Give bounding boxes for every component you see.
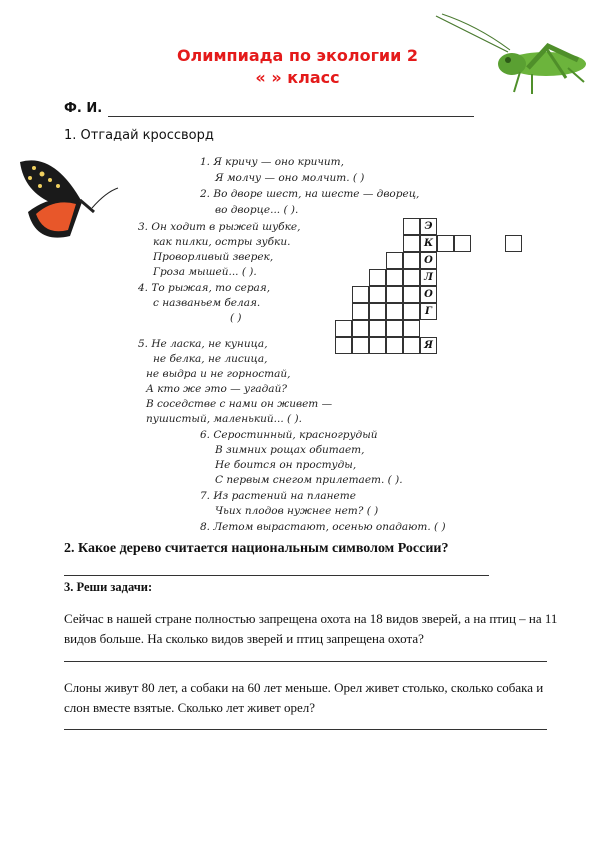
crossword-cell[interactable] — [386, 252, 403, 269]
crossword-cell[interactable] — [403, 303, 420, 320]
grasshopper-icon — [428, 12, 588, 100]
crossword-cell[interactable] — [505, 235, 522, 252]
riddle-line: Чьих плодов нужнее нет? ( ) — [215, 505, 379, 517]
riddle-line: В соседстве с нами он живет — — [146, 398, 333, 410]
task2-answer-line[interactable] — [64, 575, 489, 576]
crossword-cell[interactable] — [403, 320, 420, 337]
task3-label: 3. Реши задачи: — [64, 580, 153, 594]
problem-2-answer-line[interactable] — [64, 729, 547, 730]
crossword-cell[interactable] — [335, 320, 352, 337]
riddle-line: как пилки, остры зубки. — [153, 236, 291, 248]
crossword-cell[interactable] — [386, 320, 403, 337]
problem-2: Слоны живут 80 лет, а собаки на 60 лет меньше. Орел живет столько, сколько собака и слон вместе взятые. Сколько лет живет орел? — [64, 680, 544, 715]
riddle-line: С первым снегом прилетает. ( ). — [215, 474, 403, 486]
crossword-cell[interactable] — [352, 303, 369, 320]
crossword-cell[interactable] — [386, 303, 403, 320]
riddle-line: 2. Во дворе шест, на шесте — дворец, — [200, 188, 420, 200]
crossword-cell[interactable] — [403, 337, 420, 354]
task1-label: 1. Отгадай кроссворд — [64, 128, 214, 143]
riddle-line: пушистый, маленький... ( ). — [146, 413, 302, 425]
crossword-cell[interactable] — [352, 320, 369, 337]
riddle-line: ( ) — [230, 312, 242, 324]
riddle-line: 6. Серостинный, красногрудый — [200, 429, 378, 441]
problem-1: Сейчас в нашей стране полностью запрещена охота на 18 видов зверей, а на птиц – на 11 видов больше. На сколько видов зверей и птиц запрещена охота? — [64, 611, 558, 646]
crossword-cell[interactable] — [369, 286, 386, 303]
riddle-line: 7. Из растений на планете — [200, 490, 356, 502]
crossword-cell[interactable] — [369, 320, 386, 337]
crossword-cell[interactable] — [403, 269, 420, 286]
riddle-line: Гроза мышей... ( ). — [153, 266, 257, 278]
crossword-key-cell[interactable]: Л — [420, 269, 437, 286]
crossword-key-cell[interactable]: Г — [420, 303, 437, 320]
crossword-key-cell[interactable]: Я — [420, 337, 437, 354]
crossword-cell[interactable] — [403, 235, 420, 252]
crossword-cell[interactable] — [352, 286, 369, 303]
butterfly-icon — [14, 152, 124, 247]
crossword-key-cell[interactable]: О — [420, 252, 437, 269]
crossword-cell[interactable] — [386, 337, 403, 354]
crossword-cell[interactable] — [369, 303, 386, 320]
page-title: Олимпиада по экологии 2 — [176, 46, 419, 65]
crossword-key-cell[interactable]: К — [420, 235, 437, 252]
crossword-cell[interactable] — [335, 337, 352, 354]
crossword-cell[interactable] — [437, 235, 454, 252]
crossword-cell[interactable] — [386, 269, 403, 286]
riddle-line: Я молчу — оно молчит. ( ) — [215, 172, 365, 184]
crossword-key-cell[interactable]: О — [420, 286, 437, 303]
crossword-cell[interactable] — [369, 269, 386, 286]
riddle-line: 5. Не ласка, не куница, — [138, 338, 268, 350]
riddle-line: Не боится он простуды, — [215, 459, 357, 471]
crossword-cell[interactable] — [386, 286, 403, 303]
task2-question: 2. Какое дерево считается национальным символом России? — [64, 541, 449, 556]
riddle-line: не белка, не лисица, — [153, 353, 268, 365]
crossword-cell[interactable] — [352, 337, 369, 354]
riddle-line: 4. То рыжая, то серая, — [138, 282, 271, 294]
riddle-line: 3. Он ходит в рыжей шубке, — [138, 221, 301, 233]
crossword-cell[interactable] — [454, 235, 471, 252]
crossword-cell[interactable] — [403, 218, 420, 235]
riddle-line: во дворце... ( ). — [215, 204, 299, 216]
riddle-line: с названьем белая. — [153, 297, 261, 309]
crossword-cell[interactable] — [403, 286, 420, 303]
riddle-line: 8. Летом вырастают, осенью опадают. ( ) — [200, 521, 446, 533]
riddle-line: не выдра и не горностай, — [146, 368, 291, 380]
riddle-line: Проворливый зверек, — [153, 251, 274, 263]
crossword-key-cell[interactable]: Э — [420, 218, 437, 235]
riddle-line: 1. Я кричу — оно кричит, — [200, 156, 344, 168]
riddle-line: А кто же это — угадай? — [146, 383, 287, 395]
fio-answer-line[interactable] — [108, 116, 474, 117]
riddle-line: В зимних рощах обитает, — [215, 444, 365, 456]
fio-label: Ф. И. — [64, 101, 103, 116]
page-subtitle: « » класс — [255, 68, 340, 87]
crossword-cell[interactable] — [403, 252, 420, 269]
problem-1-answer-line[interactable] — [64, 661, 547, 662]
crossword-cell[interactable] — [369, 337, 386, 354]
